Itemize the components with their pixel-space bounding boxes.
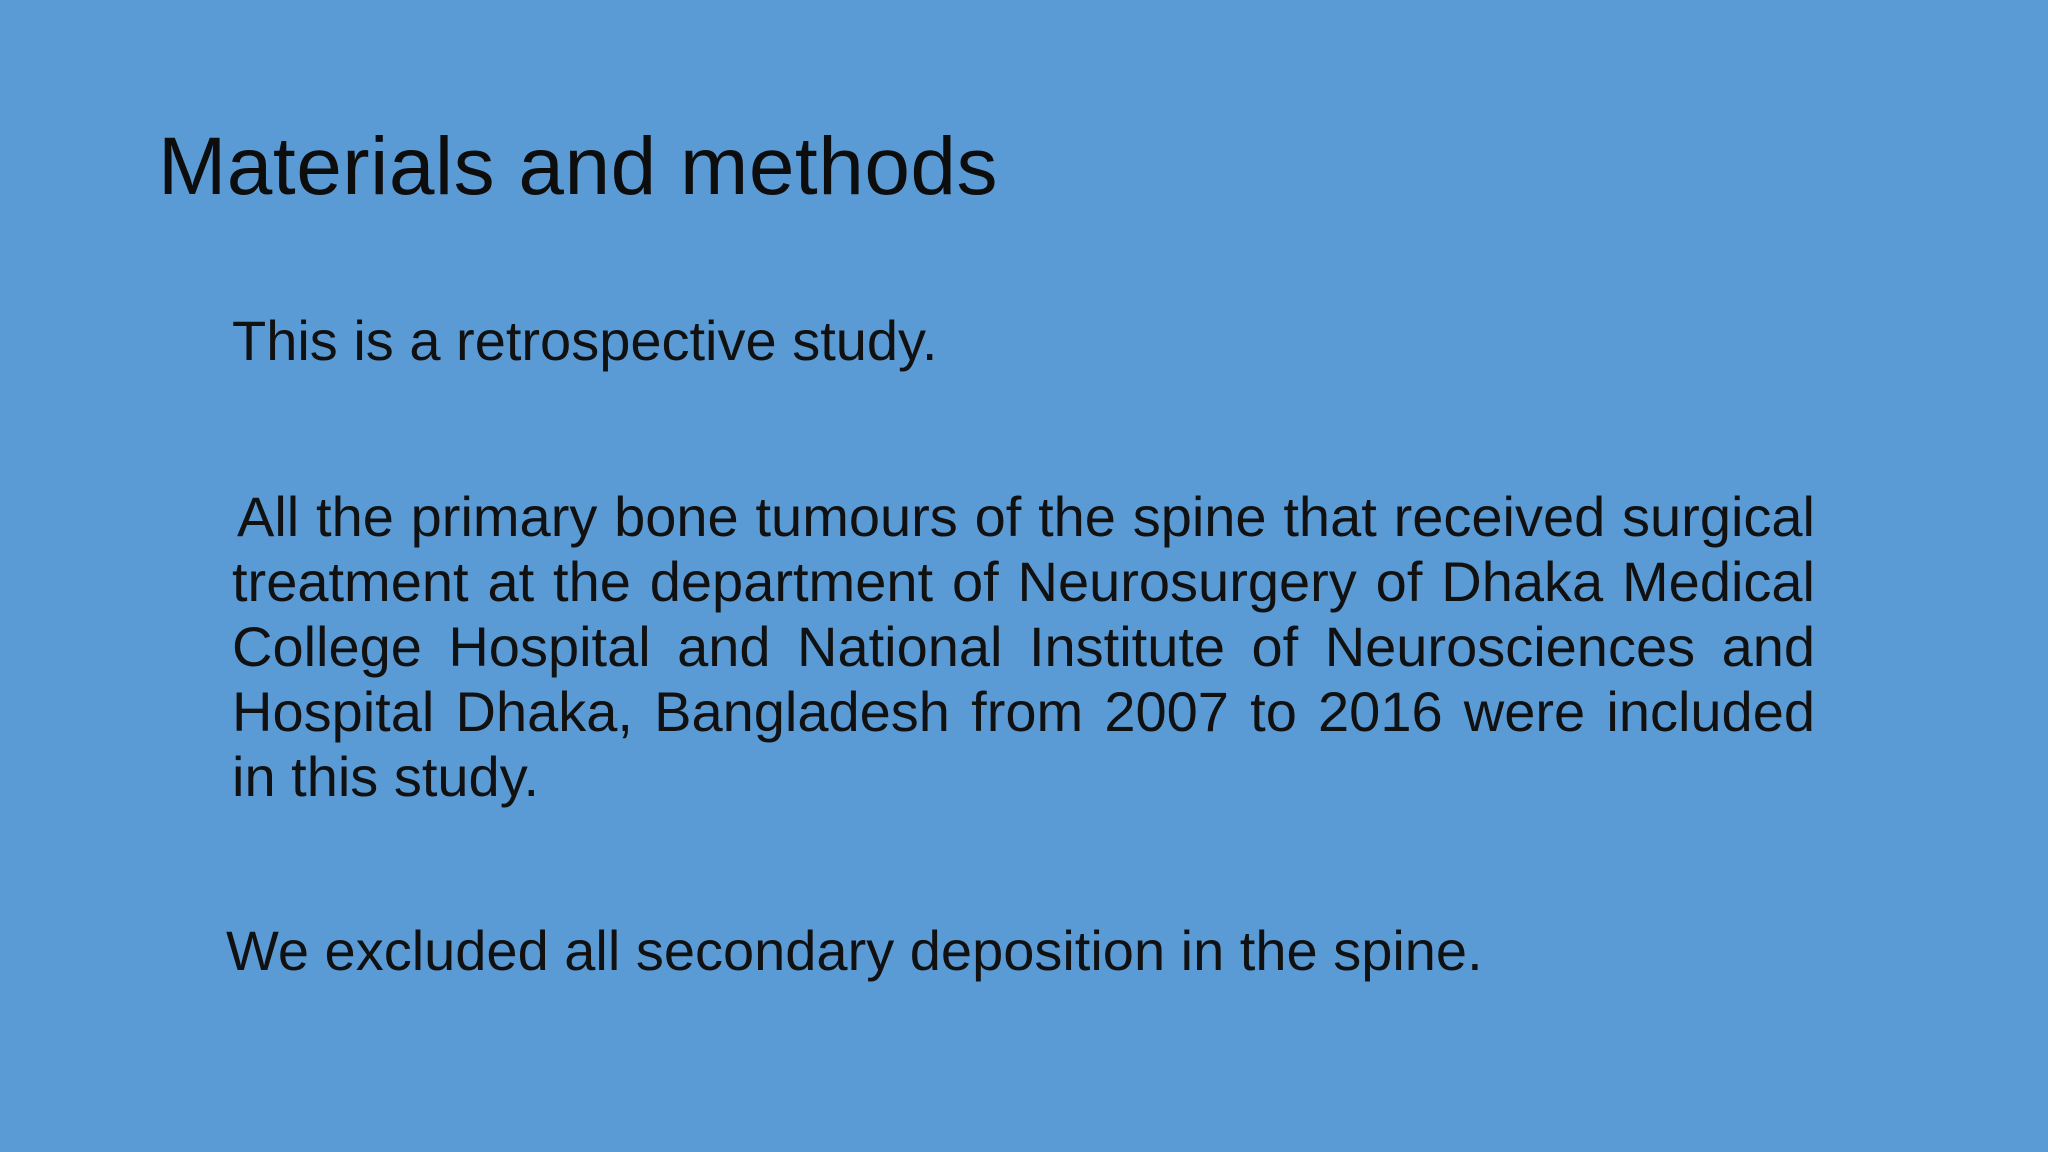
paragraph-inclusion-criteria: All the primary bone tumours of the spine that received surgical treatment at the department of Neurosurgery of Dhaka Medical College Hospital and National Institute of Neurosciences and Hospital Dhaka, Bangladesh from 2007 to 2016 were included in this study. — [232, 485, 1815, 808]
paragraph-exclusion-criteria: We excluded all secondary deposition in the spine. — [226, 919, 1483, 982]
paragraph-study-type: This is a retrospective study. — [232, 309, 938, 372]
slide-title: Materials and methods — [158, 121, 999, 212]
